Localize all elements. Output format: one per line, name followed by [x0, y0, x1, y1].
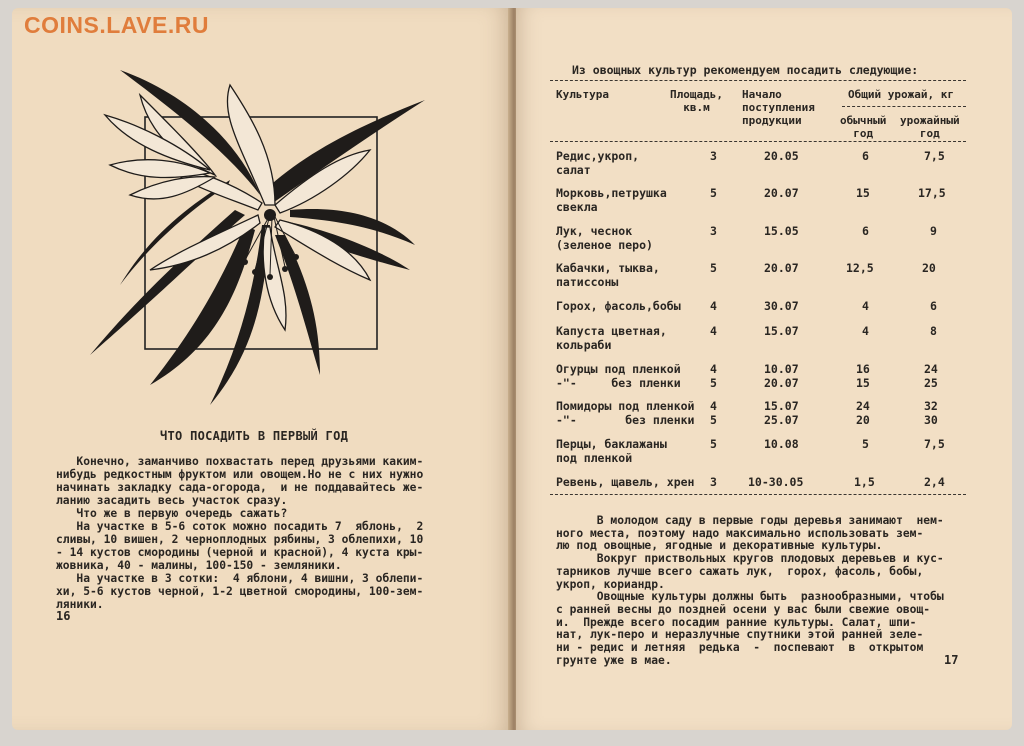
row-good: 7,5	[924, 149, 945, 163]
row-good: 6	[930, 299, 937, 313]
paragraph-line: ного места, поэтому надо максимально использовать зем-	[556, 526, 924, 540]
row-start: 20.07	[764, 261, 799, 275]
row-good: 8	[930, 324, 937, 338]
paragraph-line: лю под овощные, ягодные и декоративные культуры.	[556, 539, 883, 553]
paragraph-line: нат, лук-перо и неразлучные спутники этой ранней зеле-	[556, 628, 924, 642]
row-start: 20.07	[764, 186, 799, 200]
row-normal: 6	[862, 224, 869, 238]
yield-subheader-rule	[842, 106, 966, 107]
paragraph-line: ни - редис и летняя редька - поспевают в открытом	[556, 641, 924, 655]
row-good: 7,5	[924, 437, 945, 451]
paragraph-line: Что же в первую очередь сажать?	[56, 507, 288, 520]
row-normal: 4	[862, 324, 869, 338]
paragraph-line: В молодом саду в первые годы деревья занимают нем-	[556, 514, 944, 527]
section-title: ЧТО ПОСАДИТЬ В ПЕРВЫЙ ГОД	[160, 429, 349, 443]
row-area: 5	[710, 261, 717, 275]
row-start: 15.07	[764, 324, 799, 338]
row-area: 3	[710, 224, 717, 238]
row-crop: Морковь,петрушка свекла	[556, 186, 667, 214]
paragraph-line: Вокруг приствольных кругов плодовых деревьев и кус-	[556, 552, 944, 566]
row-good: 2,4	[924, 475, 945, 489]
left-body-text	[56, 455, 476, 611]
row-area: 5	[710, 186, 717, 200]
paragraph-line: и. Прежде всего посадим ранние культуры. Салат, шпи-	[556, 615, 917, 629]
header-start: Начало поступления продукции	[742, 88, 815, 127]
row-normal: 15	[856, 186, 870, 200]
row-crop: Горох, фасоль,бобы	[556, 299, 681, 313]
row-area: 3	[710, 475, 717, 489]
header-crop: Культура	[556, 88, 609, 101]
paragraph-line: На участке в 5-6 соток можно посадить 7 яблонь, 2	[56, 520, 424, 533]
row-good: 17,5	[918, 186, 946, 200]
paragraph-line: Овощные культуры должны быть разнообразными, чтобы	[556, 590, 944, 604]
row-area: 3	[710, 149, 717, 163]
row-crop: Огурцы под пленкой -"- без пленки	[556, 362, 681, 390]
paragraph-line: тарников лучше всего сажать лук, горох, фасоль, бобы,	[556, 564, 924, 578]
row-crop: Редис,укроп, салат	[556, 149, 640, 177]
paragraph-line: укроп, кориандр.	[556, 577, 665, 591]
lily-illustration	[70, 55, 440, 415]
table-bottom-rule	[550, 494, 966, 495]
row-good: 20	[922, 261, 936, 275]
table-top-rule	[550, 80, 966, 81]
row-good: 32 30	[924, 399, 938, 427]
row-crop: Помидоры под пленкой -"- без пленки	[556, 399, 695, 427]
paragraph-line: сливы, 10 вишен, 2 черноплодных рябины, 3 облепихи, 10	[56, 533, 424, 546]
paragraph-line: На участке в 3 сотки: 4 яблони, 4 вишни, 3 облепи-	[56, 572, 424, 585]
row-normal: 24 20	[856, 399, 870, 427]
paragraph-line: начинать закладку сада-огорода, и не поддавайтесь же-	[56, 481, 424, 494]
row-normal: 6	[862, 149, 869, 163]
page-number-right: 17	[944, 653, 959, 667]
row-start: 10-30.05	[748, 475, 804, 489]
header-yield-good: урожайный год	[900, 114, 960, 140]
row-start: 10.07 20.07	[764, 362, 799, 390]
paragraph-line: Конечно, заманчиво похвастать перед друзьями каким-	[56, 455, 424, 468]
header-area: Площадь, кв.м	[670, 88, 723, 114]
right-body-text	[556, 515, 976, 667]
row-area: 4 5	[710, 399, 717, 427]
row-area: 4	[710, 324, 717, 338]
row-normal: 1,5	[854, 475, 875, 489]
page-number-left: 16	[56, 609, 71, 623]
paragraph-line: жовника, 40 - малины, 100-150 - земляники.	[56, 559, 342, 572]
row-crop: Лук, чеснок (зеленое перо)	[556, 224, 653, 252]
header-bottom-rule	[550, 141, 966, 142]
header-yield-normal: обычный год	[840, 114, 887, 140]
paragraph-line: хи, 5-6 кустов черной, 1-2 цветной смородины, 100-зем-	[56, 585, 424, 598]
row-good: 9	[930, 224, 937, 238]
row-area: 5	[710, 437, 717, 451]
row-area: 4	[710, 299, 717, 313]
watermark: COINS.LAVE.RU	[24, 12, 209, 38]
row-crop: Кабачки, тыква, патиссоны	[556, 261, 660, 289]
row-crop: Ревень, щавель, хрен	[556, 475, 695, 489]
header-yield: Общий урожай, кг	[848, 88, 954, 101]
table-intro: Из овощных культур рекомендуем посадить следующие:	[572, 63, 919, 77]
row-start: 20.05	[764, 149, 799, 163]
row-good: 24 25	[924, 362, 938, 390]
paragraph-line: ланию засадить весь участок сразу.	[56, 494, 288, 507]
paragraph-line: нибудь редкостным фруктом или овощем.Но не с них нужно	[56, 468, 424, 481]
row-area: 4 5	[710, 362, 717, 390]
row-normal: 5	[862, 437, 869, 451]
row-start: 15.07 25.07	[764, 399, 799, 427]
row-normal: 12,5	[846, 261, 874, 275]
row-start: 30.07	[764, 299, 799, 313]
paragraph-line: с ранней весны до поздней осени у вас были свежие овощ-	[556, 602, 931, 616]
paragraph-line: ляники.	[56, 598, 104, 611]
row-start: 10.08	[764, 437, 799, 451]
row-start: 15.05	[764, 224, 799, 238]
row-crop: Капуста цветная, кольраби	[556, 324, 667, 352]
paragraph-line: - 14 кустов смородины (черной и красной), 4 куста кры-	[56, 546, 424, 559]
lily-drawing	[70, 55, 440, 415]
row-crop: Перцы, баклажаны под пленкой	[556, 437, 667, 465]
row-normal: 4	[862, 299, 869, 313]
paragraph-line: грунте уже в мае.	[556, 653, 672, 667]
row-normal: 16 15	[856, 362, 870, 390]
